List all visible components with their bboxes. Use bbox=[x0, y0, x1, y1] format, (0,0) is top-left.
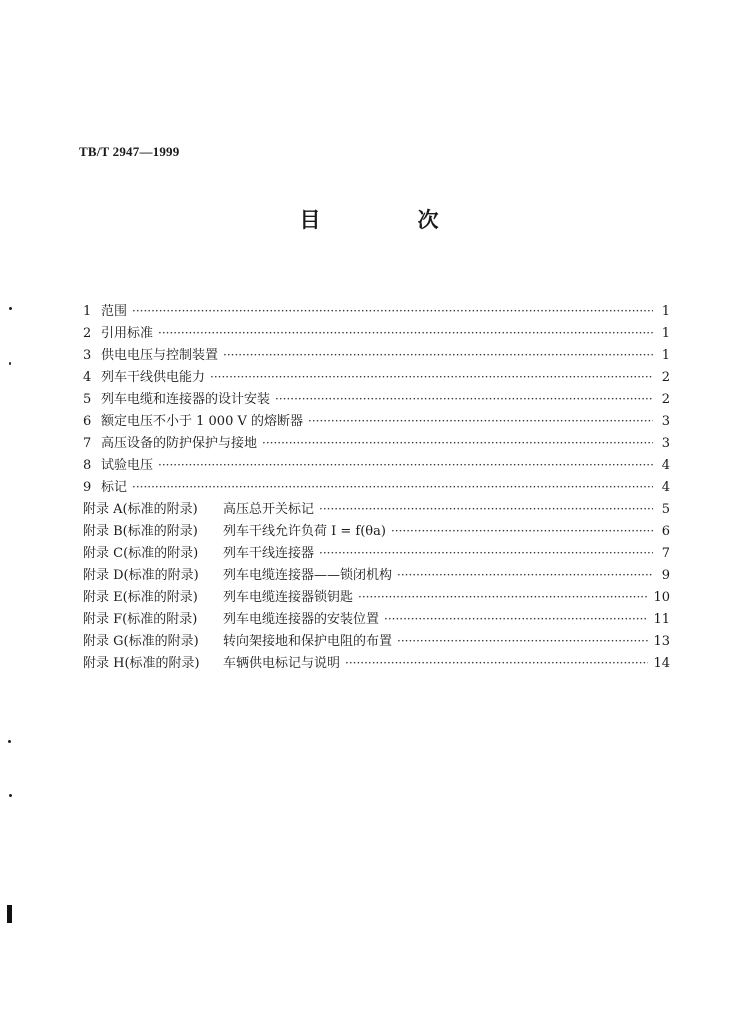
dot-leader bbox=[397, 634, 648, 648]
appendix-page-number: 7 bbox=[661, 546, 670, 561]
binding-mark bbox=[7, 905, 12, 923]
dot-leader bbox=[275, 392, 653, 406]
toc-number: 9 bbox=[83, 480, 92, 495]
appendix-page-number: 14 bbox=[653, 656, 670, 671]
appendix-prefix: 附录 F(标准的附录) bbox=[83, 612, 198, 627]
dot-leader bbox=[262, 436, 653, 450]
appendix-label: 列车电缆连接器锁钥匙 bbox=[223, 590, 354, 605]
dot-leader bbox=[384, 612, 648, 626]
dot-leader bbox=[345, 656, 648, 670]
table-of-contents bbox=[83, 300, 670, 674]
toc-label: 供电电压与控制装置 bbox=[101, 348, 219, 363]
dot-leader bbox=[308, 414, 653, 428]
appendix-entry[interactable] bbox=[83, 608, 670, 630]
toc-number: 5 bbox=[83, 392, 92, 407]
page-title: 目 次 bbox=[299, 207, 477, 232]
appendix-entry[interactable] bbox=[83, 498, 670, 520]
dot-leader bbox=[391, 524, 653, 538]
toc-label: 列车干线供电能力 bbox=[101, 370, 206, 385]
appendix-page-number: 11 bbox=[653, 612, 670, 627]
toc-number: 6 bbox=[83, 414, 92, 429]
appendix-page-number: 9 bbox=[661, 568, 670, 583]
dot-leader bbox=[223, 348, 653, 362]
dot-leader bbox=[158, 458, 653, 472]
scan-speck bbox=[9, 362, 11, 365]
toc-entry[interactable] bbox=[83, 432, 670, 454]
toc-number: 7 bbox=[83, 436, 92, 451]
toc-label: 范围 bbox=[101, 304, 128, 319]
appendix-prefix: 附录 B(标准的附录) bbox=[83, 524, 198, 539]
dot-leader bbox=[319, 546, 653, 560]
toc-label: 列车电缆和连接器的设计安装 bbox=[101, 392, 271, 407]
toc-number: 1 bbox=[83, 304, 92, 319]
toc-number: 3 bbox=[83, 348, 92, 363]
appendix-entry[interactable] bbox=[83, 542, 670, 564]
toc-page-number: 1 bbox=[661, 348, 670, 363]
dot-leader bbox=[158, 326, 653, 340]
appendix-entry[interactable] bbox=[83, 520, 670, 542]
scan-speck bbox=[8, 740, 11, 743]
appendix-label: 列车干线允许负荷 I = f(θa) bbox=[223, 524, 386, 539]
dot-leader bbox=[132, 304, 653, 318]
appendix-page-number: 6 bbox=[661, 524, 670, 539]
toc-label: 试验电压 bbox=[101, 458, 154, 473]
dot-leader bbox=[132, 480, 653, 494]
toc-entry[interactable] bbox=[83, 410, 670, 432]
appendix-label: 高压总开关标记 bbox=[223, 502, 315, 517]
appendix-label: 列车干线连接器 bbox=[223, 546, 315, 561]
toc-page-number: 4 bbox=[661, 458, 670, 473]
toc-entry[interactable] bbox=[83, 344, 670, 366]
toc-page-number: 4 bbox=[661, 480, 670, 495]
toc-page-number: 1 bbox=[661, 304, 670, 319]
toc-number: 8 bbox=[83, 458, 92, 473]
toc-label: 引用标准 bbox=[101, 326, 154, 341]
toc-entry[interactable] bbox=[83, 366, 670, 388]
appendix-prefix: 附录 H(标准的附录) bbox=[83, 656, 200, 671]
appendix-prefix: 附录 G(标准的附录) bbox=[83, 634, 199, 649]
toc-entry[interactable] bbox=[83, 300, 670, 322]
document-code: TB/T 2947—1999 bbox=[79, 144, 180, 159]
scan-speck bbox=[9, 794, 12, 797]
toc-entry[interactable] bbox=[83, 454, 670, 476]
toc-number: 2 bbox=[83, 326, 92, 341]
toc-entry[interactable] bbox=[83, 476, 670, 498]
appendix-entry[interactable] bbox=[83, 652, 670, 674]
dot-leader bbox=[358, 590, 648, 604]
toc-page-number: 1 bbox=[661, 326, 670, 341]
appendix-label: 列车电缆连接器——锁闭机构 bbox=[223, 568, 393, 583]
dot-leader bbox=[319, 502, 653, 516]
toc-entry[interactable] bbox=[83, 388, 670, 410]
toc-label: 高压设备的防护保护与接地 bbox=[101, 436, 258, 451]
appendix-prefix: 附录 E(标准的附录) bbox=[83, 590, 198, 605]
appendix-page-number: 13 bbox=[653, 634, 670, 649]
toc-label: 标记 bbox=[101, 480, 128, 495]
appendix-label: 列车电缆连接器的安装位置 bbox=[223, 612, 380, 627]
toc-page-number: 3 bbox=[661, 436, 670, 451]
scan-speck bbox=[9, 307, 12, 310]
dot-leader bbox=[397, 568, 653, 582]
appendix-entry[interactable] bbox=[83, 564, 670, 586]
appendix-entry[interactable] bbox=[83, 586, 670, 608]
appendix-page-number: 10 bbox=[653, 590, 670, 605]
toc-page-number: 3 bbox=[661, 414, 670, 429]
dot-leader bbox=[210, 370, 653, 384]
appendix-label: 车辆供电标记与说明 bbox=[223, 656, 341, 671]
toc-number: 4 bbox=[83, 370, 92, 385]
toc-entry[interactable] bbox=[83, 322, 670, 344]
appendix-prefix: 附录 D(标准的附录) bbox=[83, 568, 199, 583]
toc-label: 额定电压不小于 1 000 V 的熔断器 bbox=[101, 414, 304, 429]
appendix-prefix: 附录 C(标准的附录) bbox=[83, 546, 199, 561]
appendix-label: 转向架接地和保护电阻的布置 bbox=[223, 634, 393, 649]
appendix-prefix: 附录 A(标准的附录) bbox=[83, 502, 198, 517]
toc-page-number: 2 bbox=[661, 392, 670, 407]
appendix-entry[interactable] bbox=[83, 630, 670, 652]
appendix-page-number: 5 bbox=[661, 502, 670, 517]
toc-page-number: 2 bbox=[661, 370, 670, 385]
